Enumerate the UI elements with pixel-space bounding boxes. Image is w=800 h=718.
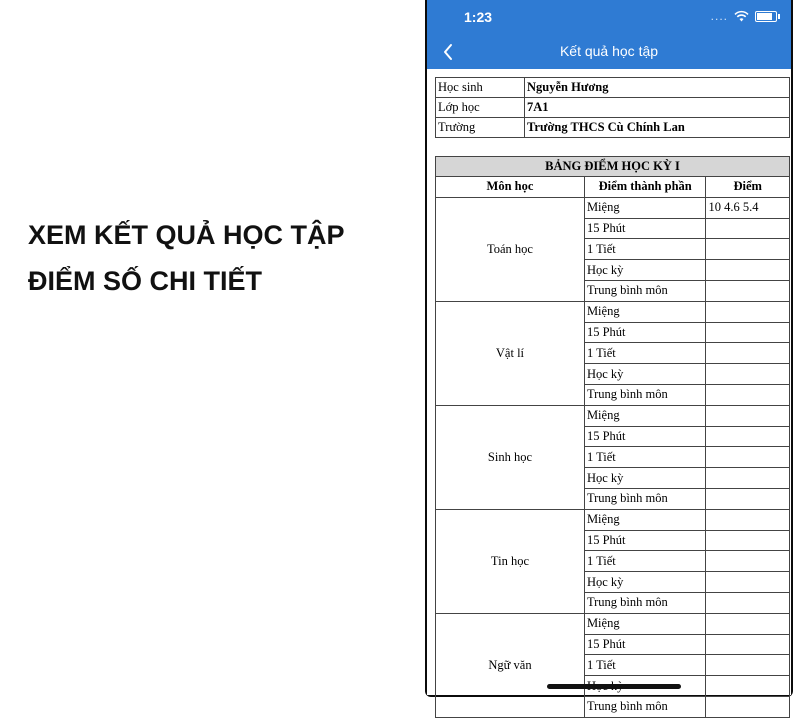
score-cell [706,343,790,364]
subject-name: Sinh học [436,405,585,509]
score-cell [706,447,790,468]
promo-text [28,212,345,304]
score-cell [706,509,790,530]
component-name: Miệng [584,197,706,218]
score-cell [706,634,790,655]
score-cell [706,592,790,613]
battery-icon [755,11,777,22]
table-row [436,197,790,218]
subject-name: Toán học [436,197,585,301]
score-cell [706,530,790,551]
score-cell [706,655,790,676]
component-name: Trung bình môn [584,384,706,405]
table-row [436,301,790,322]
component-name: 15 Phút [584,530,706,551]
subject-name: Vật lí [436,301,585,405]
component-name: 15 Phút [584,426,706,447]
component-name: Trung bình môn [584,488,706,509]
component-name: Trung bình môn [584,280,706,301]
grade-table [435,156,790,718]
score-cell: 10 4.6 5.4 [706,197,790,218]
info-value: Trường THCS Cù Chính Lan [525,118,790,138]
score-cell [706,405,790,426]
score-cell [706,301,790,322]
component-name: Miệng [584,613,706,634]
grade-header-row [436,177,790,198]
info-value: Nguyễn Hương [525,78,790,98]
info-label: Lớp học [436,98,525,118]
info-label: Học sinh [436,78,525,98]
status-icons [711,9,777,23]
score-cell [706,364,790,385]
component-name: Học kỳ [584,572,706,593]
status-bar [427,0,791,34]
component-name: 1 Tiết [584,343,706,364]
promo-line-1: XEM KẾT QUẢ HỌC TẬP [28,220,345,250]
component-name: 1 Tiết [584,239,706,260]
component-name: Học kỳ [584,260,706,281]
component-name: Miệng [584,509,706,530]
wifi-icon [734,11,749,22]
page-title: Kết quả học tập [559,43,659,59]
student-info-row [436,98,790,118]
component-name: Trung bình môn [584,696,706,717]
component-name: 1 Tiết [584,551,706,572]
component-name: 1 Tiết [584,655,706,676]
phone-frame [425,0,793,714]
column-header: Điểm [706,177,790,198]
info-label: Trường [436,118,525,138]
score-cell [706,280,790,301]
nav-bar [427,34,791,69]
score-cell [706,218,790,239]
score-cell [706,384,790,405]
table-row [436,509,790,530]
component-name: 15 Phút [584,634,706,655]
subject-name: Tin học [436,509,585,613]
score-cell [706,613,790,634]
table-row [436,405,790,426]
score-cell [706,260,790,281]
component-name: Miệng [584,301,706,322]
promo-line-2: ĐIỂM SỐ CHI TIẾT [28,266,263,296]
component-name: Trung bình môn [584,592,706,613]
component-name: Miệng [584,405,706,426]
status-time: 1:23 [464,9,493,25]
column-header: Môn học [436,177,585,198]
student-info-row [436,118,790,138]
results-content[interactable] [427,69,791,714]
score-cell [706,572,790,593]
component-name: Học kỳ [584,468,706,489]
component-name: 1 Tiết [584,447,706,468]
signal-indicator: .... [710,9,728,23]
home-indicator[interactable] [547,684,681,689]
component-name: 15 Phút [584,322,706,343]
column-header: Điểm thành phần [584,177,706,198]
subject-name: Ngữ văn [436,613,585,717]
score-cell [706,696,790,717]
score-cell [706,426,790,447]
component-name: Học kỳ [584,364,706,385]
student-info-row [436,78,790,98]
score-cell [706,322,790,343]
grade-table-banner: BẢNG ĐIỂM HỌC KỲ I [436,157,790,177]
info-value: 7A1 [525,98,790,118]
score-cell [706,468,790,489]
score-cell [706,488,790,509]
score-cell [706,551,790,572]
student-info-table [435,77,790,138]
component-name: 15 Phút [584,218,706,239]
score-cell [706,676,790,697]
score-cell [706,239,790,260]
table-row [436,613,790,634]
